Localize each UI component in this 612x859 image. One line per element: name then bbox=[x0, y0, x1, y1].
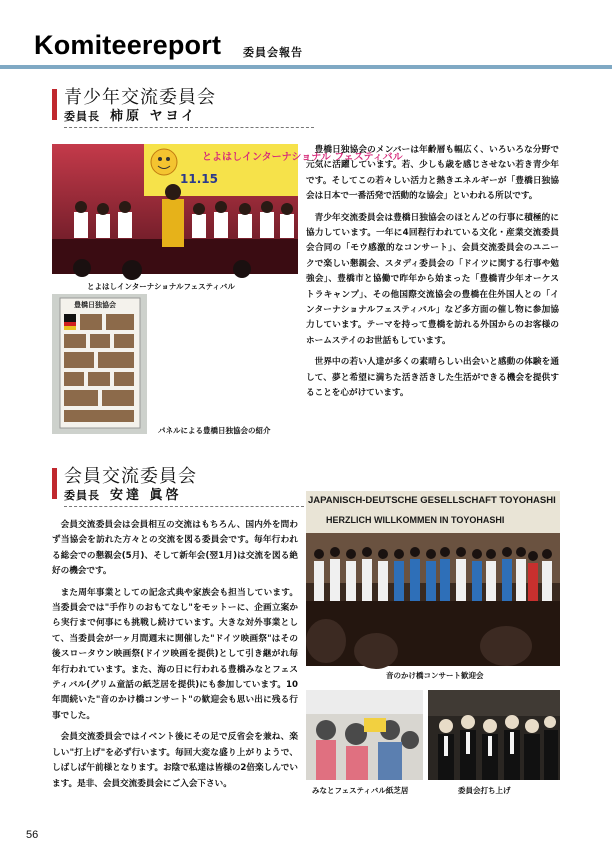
panel-title-text: 豊橋日独協会 bbox=[74, 301, 116, 309]
festival-banner-text: とよはしインターナショナル フェスティバル bbox=[202, 152, 403, 163]
concert-banner-line2: HERZLICH WILLKOMMEN IN TOYOHASHI bbox=[326, 515, 505, 525]
festival-photo-caption: とよはしインターナショナルフェスティバル bbox=[87, 282, 235, 291]
page-header-title: Komiteereport bbox=[34, 30, 222, 60]
section2-chair-label: 委員長 bbox=[64, 489, 100, 502]
section1-chair-label: 委員長 bbox=[64, 110, 100, 123]
page-number: 56 bbox=[26, 829, 39, 841]
section1-paragraph: 豊橋日独協会のメンバーは年齢層も幅広く、いろいろな分野で元気に活躍しています。若、少しも歳を感じさせない若き青少年です。そしてこの若々しい活力と熱きエネルギーが「豊橋日独協会は日本で一番活発で活動的な協会」といわれる所以です。 bbox=[306, 145, 559, 202]
section1-accent-bar bbox=[52, 89, 57, 120]
section1-paragraph: 青少年交流委員会は豊橋日独協会のほとんどの行事に積極的に協力しています。一年に4回程行われている文化・産業交流委員会合同の「モウ感激的なコンサート」、会員交流委員会のユニークで楽しい懇親会、スタディ委員会の「ドイツに関する行事や勉強会」、豊橋市と協働で昨年から始まった「豊橋青少年オーケストラキャンプ」、その他国際交流協会の豊橋在住外国人との「インターナショナルフェスティバル」など多方面の催し物に参加協力しています。テーマを持って豊橋を訪れる外国からのお客様のホームステイのお世話もしています。 bbox=[306, 212, 559, 346]
committee-party-photo bbox=[428, 690, 560, 780]
section2-paragraph: 会員交流委員会は会員相互の交流はもちろん、国内外を問わず当協会を訪れた方々との交流を図る委員会です。毎年行われる総会での懇親会(5月)、そして新年会(翌1月)は交流を図る絶好の機会です。 bbox=[52, 520, 298, 577]
section2-paragraph: 会員交流委員会ではイベント後にその足で反省会を兼ね、楽しい"打上げ"を必ず行います。毎回大変な盛り上がりようで、しばしば午前様となります。お陰で私達は皆様の2倍楽しんでいます。是非、会員交流委員会にご入会下さい。 bbox=[52, 732, 298, 789]
section1-rule bbox=[64, 127, 314, 128]
concert-welcome-photo bbox=[306, 491, 560, 666]
section2-rule bbox=[64, 506, 304, 507]
party-photo-caption: 委員会打ち上げ bbox=[458, 786, 511, 795]
header-rule bbox=[0, 65, 612, 69]
section2-title: 会員交流委員会 bbox=[64, 466, 197, 487]
section1-paragraph: 世界中の若い人達が多くの素晴らしい出会いと感動の体験を通して、夢と希望に満ちた活き活きした生活ができる機会を提供することを心がけています。 bbox=[306, 357, 559, 399]
concert-photo-caption: 音のかけ橋コンサート歓迎会 bbox=[386, 671, 484, 680]
section2-chair bbox=[64, 489, 182, 503]
concert-banner-line1: JAPANISCH-DEUTSCHE GESELLSCHAFT TOYOHASHI bbox=[308, 495, 556, 506]
festival-stage-photo bbox=[52, 144, 403, 274]
panel-introduction-photo bbox=[52, 294, 147, 434]
section1-body bbox=[306, 143, 559, 408]
panel-photo-caption: パネルによる豊橋日独協会の紹介 bbox=[158, 426, 271, 435]
minato-festival-photo bbox=[306, 690, 423, 780]
section1-chair bbox=[64, 110, 197, 124]
festival-banner-date: 11.15 bbox=[180, 172, 218, 186]
page-header-subtitle: 委員会報告 bbox=[243, 46, 303, 59]
section2-chair-name: 安達 眞啓 bbox=[110, 488, 182, 503]
section2-accent-bar bbox=[52, 468, 57, 499]
section1-title: 青少年交流委員会 bbox=[64, 87, 216, 108]
section1-chair-name: 柿原 ヤヨイ bbox=[110, 109, 198, 124]
minato-photo-caption: みなとフェスティバル紙芝居 bbox=[312, 786, 409, 795]
section2-body bbox=[52, 518, 298, 798]
section2-paragraph: また周年事業としての記念式典や家族会も担当しています。当委員会では"手作りのおもてなし"をモットーに、企画立案から実行まで何事にも挑戦し続けています。大きな対外事業として、当委員会が一ヶ月間週末に開催した"ドイツ映画祭"はその後スロータウン映画祭(ドイツ映画を提供)として引き継がれ毎年行われています。また、海の日に行われる豊橋みなとフェスティバル(グリム童話の紙芝居を提供)にも参加しています。10年間続いた"音のかけ橋コンサート"の歓迎会も思い出に残る行事でした。 bbox=[52, 587, 298, 721]
